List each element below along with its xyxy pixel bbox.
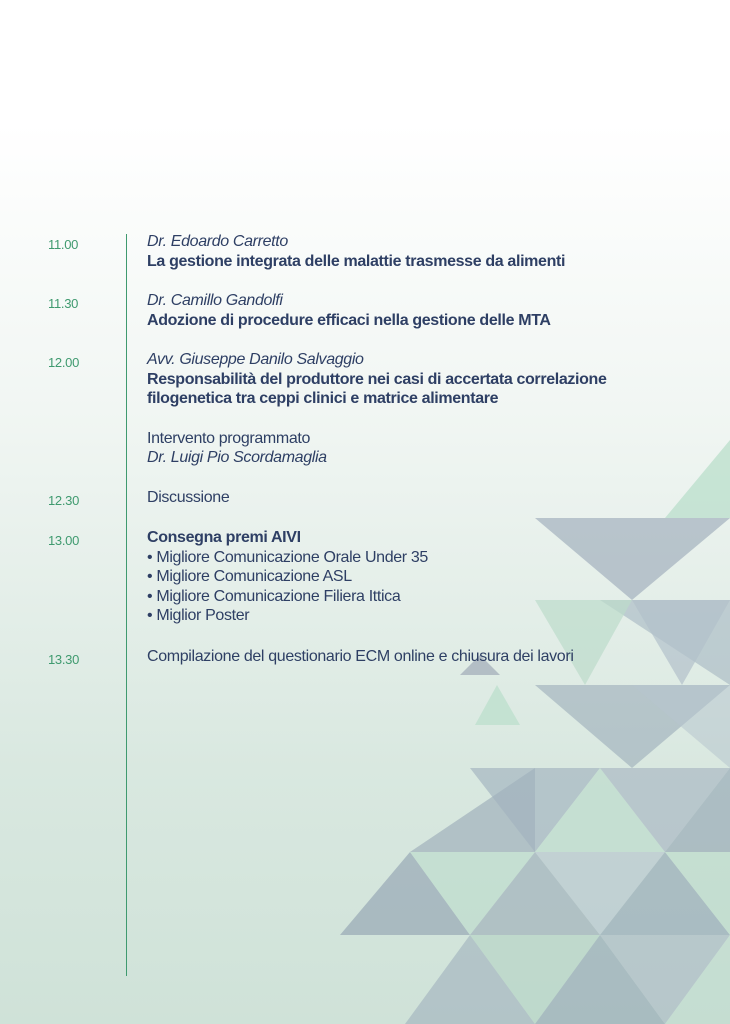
agenda-entry [147, 350, 707, 468]
speaker-name: Avv. Giuseppe Danilo Salvaggio [147, 351, 364, 368]
session-label: Discussione [147, 489, 230, 506]
talk-title: La gestione integrata delle malattie trasmesse da alimenti [147, 252, 566, 270]
time-slot: 11.00 [48, 237, 79, 252]
awards-title: Consegna premi AIVI [147, 529, 301, 546]
talk-title-line: Responsabilità del produttore nei casi di accertata correlazione [147, 370, 607, 388]
talk-title-line: filogenetica tra ceppi clinici e matrice alimentare [147, 390, 499, 407]
award-item: • Migliore Comunicazione Orale Under 35 [147, 548, 428, 566]
agenda-entry [147, 488, 707, 508]
time-slot: 12.30 [48, 493, 80, 508]
time-slot: 13.00 [48, 533, 80, 548]
agenda-entry [147, 647, 707, 667]
speaker-name: Dr. Luigi Pio Scordamaglia [147, 449, 327, 466]
speaker-name: Dr. Camillo Gandolfi [147, 292, 283, 309]
award-item: • Migliore Comunicazione Filiera Ittica [147, 587, 401, 605]
programmed-intervention-label: Intervento programmato [147, 429, 311, 447]
time-slot: 13.30 [48, 652, 80, 667]
agenda-entry [147, 528, 707, 626]
timeline-rule [126, 234, 127, 976]
talk-title: Adozione di procedure efficaci nella gestione delle MTA [147, 311, 551, 329]
award-item: • Migliore Comunicazione ASL [147, 568, 352, 585]
time-slot: 12.00 [48, 355, 80, 370]
award-item: • Miglior Poster [147, 607, 250, 624]
session-label: Compilazione del questionario ECM online e chiusura dei lavori [147, 648, 574, 665]
speaker-name: Dr. Edoardo Carretto [147, 233, 288, 250]
agenda-entry [147, 232, 707, 271]
agenda-entry [147, 291, 707, 330]
time-slot: 11.30 [48, 296, 79, 311]
